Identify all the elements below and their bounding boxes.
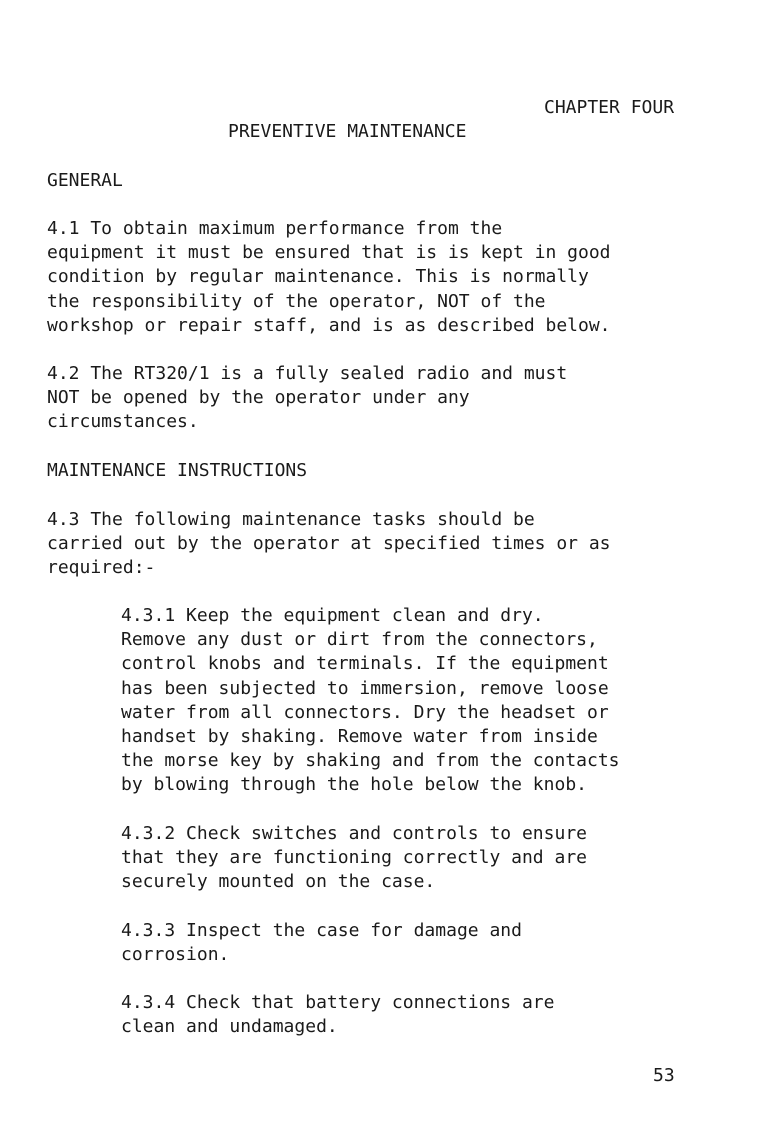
paragraph-4-3-1: 4.3.1 Keep the equipment clean and dry. Remove any dust or dirt from the connectors, control knobs and terminals. If the equipment has been subjected to immersion, remove loose water from all connectors. Dry the headset or handset by shaking. Remove water from inside the morse key by shaking and from the contacts by blowing through the hole below the knob. — [121, 605, 620, 796]
chapter-heading: CHAPTER FOUR — [544, 97, 675, 118]
section-heading-maintenance-instructions: MAINTENANCE INSTRUCTIONS — [47, 460, 308, 481]
paragraph-4-3-2: 4.3.2 Check switches and controls to ensure that they are functioning correctly and are securely mounted on the case. — [121, 823, 587, 893]
page-title: PREVENTIVE MAINTENANCE — [228, 121, 467, 142]
section-heading-general: GENERAL — [47, 170, 123, 191]
paragraph-4-3-4: 4.3.4 Check that battery connections are clean and undamaged. — [121, 992, 555, 1038]
page-number: 53 — [653, 1065, 675, 1086]
paragraph-4-3-3: 4.3.3 Inspect the case for damage and corrosion. — [121, 920, 522, 966]
paragraph-4-1: 4.1 To obtain maximum performance from the equipment it must be ensured that is is kept in good condition by regular maintenance. This is normally the responsibility of the operator, NOT of the workshop or repair staff, and is as described below. — [47, 218, 611, 336]
paragraph-4-2: 4.2 The RT320/1 is a fully sealed radio and must NOT be opened by the operator under any circumstances. — [47, 363, 568, 433]
paragraph-4-3: 4.3 The following maintenance tasks should be carried out by the operator at specified times or as required:- — [47, 509, 611, 579]
